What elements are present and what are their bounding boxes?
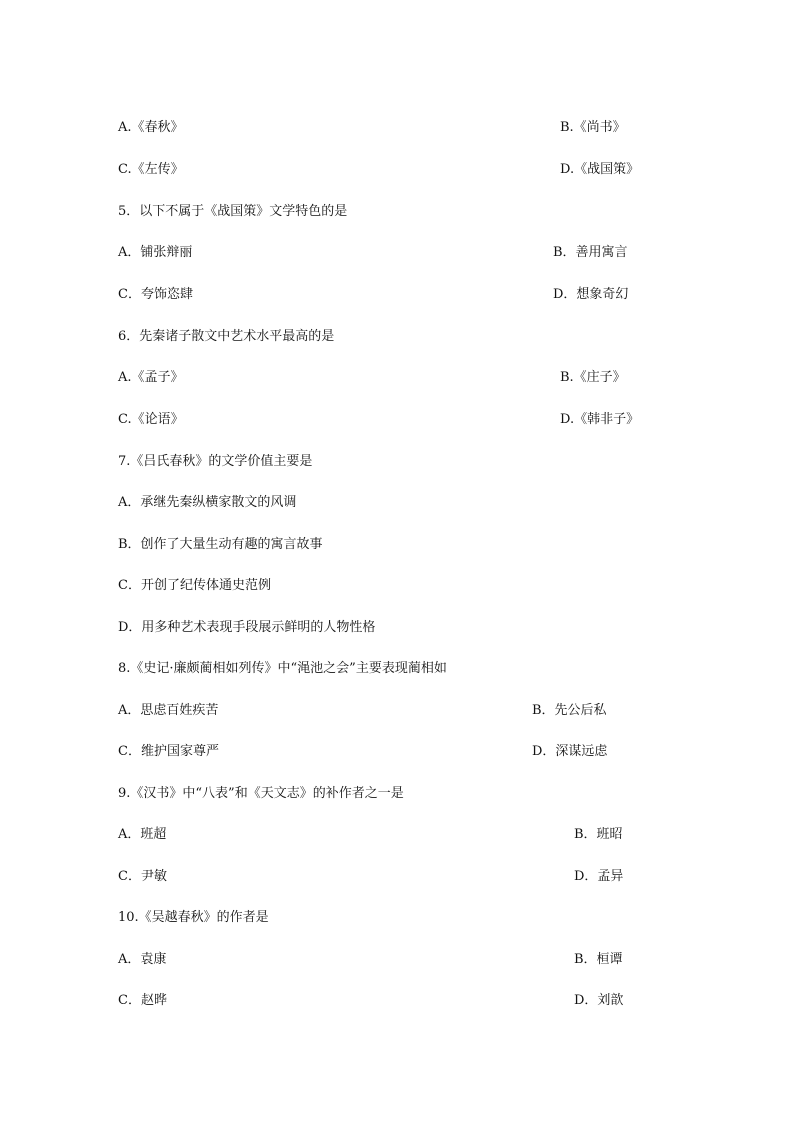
q9-option-a: A．班超 [118, 827, 167, 842]
q9-stem: 9.《汉书》中“八表”和《天文志》的补作者之一是 [118, 786, 404, 801]
q10-option-c: C．赵晔 [118, 993, 167, 1008]
q10-option-b: B．桓谭 [574, 952, 623, 967]
q9-option-d: D．孟异 [574, 869, 624, 884]
q10-stem: 10.《吴越春秋》的作者是 [118, 910, 269, 925]
q4-option-a: A.《春秋》 [118, 120, 184, 135]
q6-option-b: B.《庄子》 [560, 370, 626, 385]
q5-option-d: D．想象奇幻 [553, 287, 629, 302]
q7-option-c: C．开创了纪传体通史范例 [118, 578, 271, 593]
q4-option-d: D.《战国策》 [560, 162, 640, 177]
q5-option-c: C．夸饰恣肆 [118, 287, 193, 302]
q7-option-d: D．用多种艺术表现手段展示鲜明的人物性格 [118, 620, 376, 635]
q5-option-a: A．铺张辩丽 [118, 245, 193, 260]
q4-option-b: B.《尚书》 [560, 120, 626, 135]
q5-option-b: B．善用寓言 [553, 245, 628, 260]
q8-stem: 8.《史记·廉颇蔺相如列传》中“渑池之会”主要表现蔺相如 [118, 661, 447, 676]
q10-option-d: D．刘歆 [574, 993, 624, 1008]
q7-stem: 7.《吕氏春秋》的文学价值主要是 [118, 454, 313, 469]
q6-option-d: D.《韩非子》 [560, 412, 640, 427]
q6-stem: 6．先秦诸子散文中艺术水平最高的是 [118, 329, 335, 344]
q5-stem: 5．以下不属于《战国策》文学特色的是 [118, 204, 348, 219]
q7-option-a: A．承继先秦纵横家散文的风调 [118, 495, 297, 510]
q9-option-c: C．尹敏 [118, 869, 167, 884]
q6-option-a: A.《孟子》 [118, 370, 184, 385]
q8-option-a: A．思虑百姓疾苦 [118, 703, 219, 718]
q4-option-c: C.《左传》 [118, 162, 184, 177]
q10-option-a: A．袁康 [118, 952, 167, 967]
q6-option-c: C.《论语》 [118, 412, 184, 427]
q8-option-c: C．维护国家尊严 [118, 744, 219, 759]
q7-option-b: B．创作了大量生动有趣的寓言故事 [118, 537, 323, 552]
q8-option-d: D．深谋远虑 [532, 744, 608, 759]
q9-option-b: B．班昭 [574, 827, 623, 842]
q8-option-b: B．先公后私 [532, 703, 607, 718]
